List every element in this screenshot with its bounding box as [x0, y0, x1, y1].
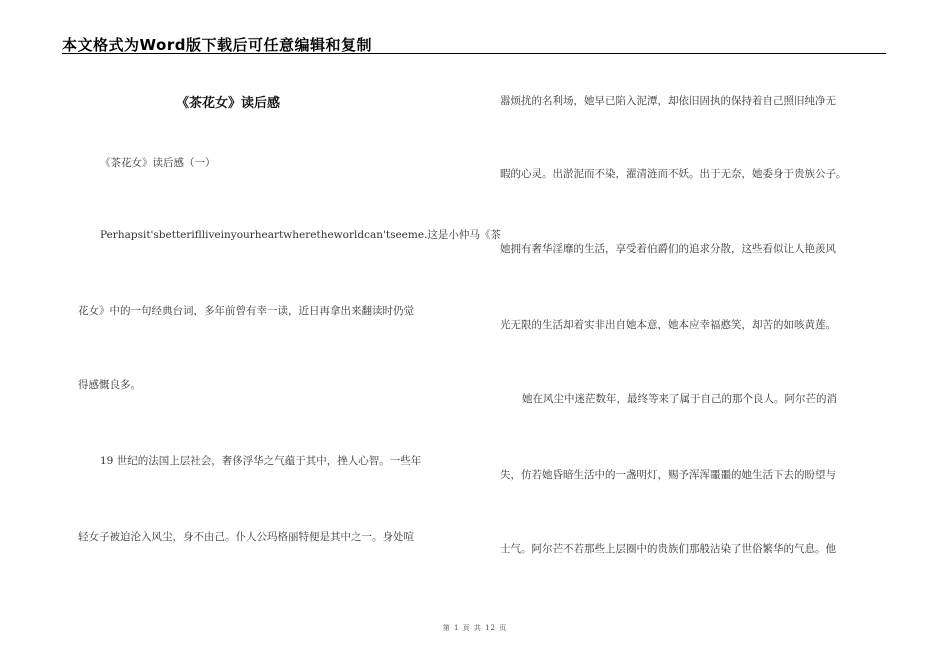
text-line: 轻女子被迫沦入风尘，身不由己。仆人公玛格丽特便是其中之一。身处喧 — [78, 531, 414, 543]
page-number: 第 1 页 共 12 页 — [442, 624, 508, 632]
text-line: Perhapsit'sbetteriflliveinyourheartwheretheworldcan'tseeme.这是小仲马《茶 — [100, 229, 501, 241]
text-line: 光无限的生活却着实非出自她本意，她本应幸福憨笑，却苦的如咳黄莲。 — [500, 319, 836, 331]
text-line: 嚣烦扰的名利场，她早已陷入泥潭，却依旧固执的保持着自己照旧纯净无 — [500, 95, 836, 107]
text-line: 19 世纪的法国上层社会，奢侈浮华之气蕴于其中，挫人心智。一些年 — [100, 455, 422, 467]
document-title: 《茶花女》读后感 — [175, 96, 280, 111]
text-line: 花女》中的一句经典台词，多年前曾有幸一读，近日再拿出来翻读时仍觉 — [78, 305, 414, 317]
document-banner: 本文格式为Word版下载后可任意编辑和复制 — [62, 36, 372, 54]
text-line: 得感慨良多。 — [78, 379, 141, 391]
text-line: 失，仿若她昏暗生活中的一盏明灯，赐予浑浑噩噩的她生活下去的盼望与 — [500, 469, 836, 481]
header-divider — [62, 53, 886, 54]
text-line: 她拥有奢华淫靡的生活，享受着伯爵们的追求分散，这些看似让人艳羡风 — [500, 243, 836, 255]
text-line: 暇的心灵。出淤泥而不染，濯清涟而不妖。出于无奈，她委身于贵族公子。 — [500, 168, 847, 180]
text-line: 她在风尘中迷茫数年，最终等来了属于自己的那个良人。阿尔芒的消 — [522, 393, 837, 405]
text-line: 士气。阿尔芒不若那些上层圈中的贵族们那般沾染了世俗繁华的气息。他 — [500, 543, 836, 555]
text-line: 《茶花女》读后感（一） — [100, 157, 216, 169]
